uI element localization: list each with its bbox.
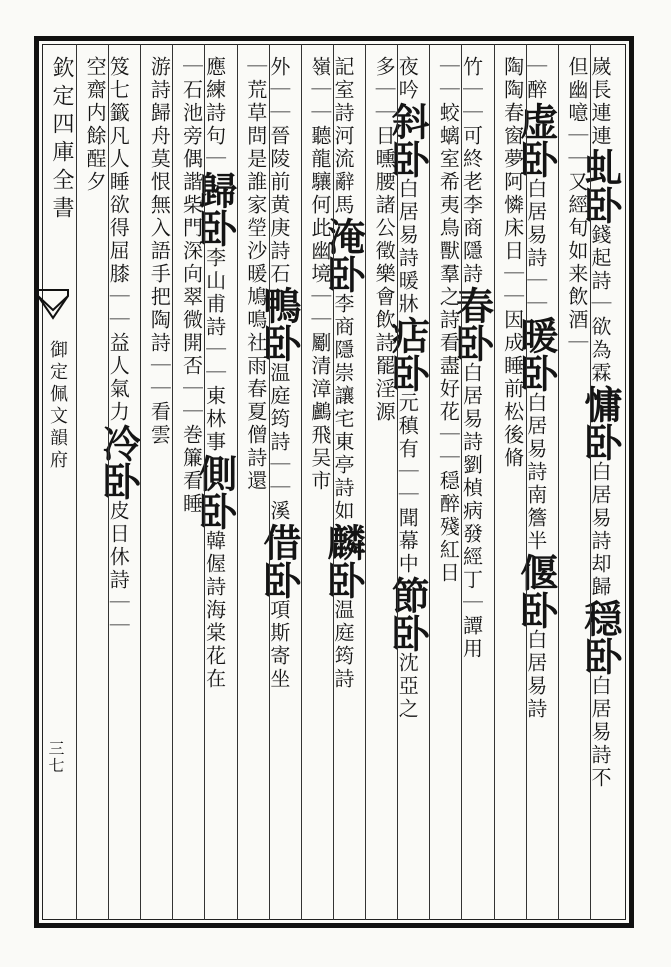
headword: 痁卧 — [385, 316, 431, 392]
text-segment: 但幽噫 — [564, 56, 589, 125]
text-column — [369, 56, 395, 906]
text-segment: 白居易詩劉楨病發經丁｜譚用 — [459, 362, 484, 661]
text-column — [562, 56, 588, 906]
text-segment: 元稹有｜｜聞幕中 — [395, 392, 420, 576]
column-rule — [590, 44, 591, 920]
text-column — [321, 56, 367, 906]
section-title: 御定佩文韻府 — [47, 340, 68, 472]
text-segment: 鸕飛吴市 — [307, 401, 332, 493]
text-segment: 白居易詩南簷半 — [523, 392, 548, 553]
text-column — [577, 56, 623, 906]
headword: 虬卧 — [577, 148, 623, 224]
text-column — [192, 56, 238, 906]
column-rule — [494, 44, 495, 920]
text-column — [433, 56, 459, 906]
headword: 虚卧 — [513, 102, 559, 178]
text-segment: 白居易詩 — [523, 629, 548, 721]
text-segment: 游詩歸舟莫恨無入語手把陶詩｜｜看雲 — [147, 56, 172, 447]
text-segment: 何此幽境｜｜劚清漳 — [307, 194, 332, 401]
column-rule — [365, 44, 366, 920]
column-rule — [76, 44, 77, 920]
text-segment: 白居易詩｜｜ — [523, 178, 548, 316]
text-segment: 嶺｜｜聽龍驤 — [307, 56, 332, 194]
text-segment: ｜醉 — [523, 56, 548, 102]
text-segment: ｜荒草問是誰家塋 — [243, 56, 268, 240]
column-rule — [558, 44, 559, 920]
headword: 偃卧 — [513, 553, 559, 629]
text-segment: 之詩看盡好花｜｜穏醉殘紅日 — [436, 286, 461, 585]
column-rule — [301, 44, 302, 920]
text-segment: 竹｜｜可終老李商隱詩 — [459, 56, 484, 286]
text-column — [449, 56, 495, 906]
text-column — [80, 56, 106, 906]
text-segment: 應練詩句｜ — [202, 56, 227, 171]
text-segment: 空齋内餘酲夕 — [83, 56, 108, 194]
column-rule — [172, 44, 173, 920]
text-segment: 外｜｜晉陵前黄庚詩石 — [266, 56, 291, 286]
fishtail-divider-icon — [36, 288, 70, 328]
headword: 慵卧 — [577, 385, 623, 461]
text-segment: 沈亞之 — [395, 652, 420, 721]
column-rule — [204, 44, 205, 920]
text-segment: 項斯寄坐 — [266, 599, 291, 691]
headword: 冷卧 — [96, 424, 142, 500]
text-column — [96, 56, 142, 906]
text-segment: 温庭筠詩 — [331, 599, 356, 691]
text-segment: 否｜｜巻簾看睡 — [179, 355, 204, 516]
page-number: 三七 — [46, 740, 65, 774]
text-column — [385, 56, 431, 906]
text-segment: 春窗夢阿憐 — [500, 102, 525, 217]
text-segment: ｜石池旁 — [179, 56, 204, 148]
text-segment: 錢起詩｜欲為霖 — [587, 224, 612, 385]
text-segment: 如来飲酒｜ — [564, 240, 589, 355]
headword: 借卧 — [256, 523, 302, 599]
text-segment: 夜吟 — [395, 56, 420, 102]
column-rule — [429, 44, 430, 920]
headword: 節卧 — [385, 576, 431, 652]
text-segment: 白居易詩暖牀 — [395, 178, 420, 316]
text-segment: ｜｜日曛腰 — [372, 79, 397, 194]
text-column — [176, 56, 202, 906]
text-column — [256, 56, 302, 906]
text-segment: 李山甫詩｜｜東林事 — [202, 247, 227, 454]
column-rule — [397, 44, 398, 920]
headword: 淹卧 — [321, 217, 367, 293]
text-segment: 嵗長連連 — [587, 56, 612, 148]
text-column — [513, 56, 559, 906]
headword: 側卧 — [192, 454, 238, 530]
text-segment: 韓偓詩海棠花在 — [202, 530, 227, 691]
text-column — [305, 56, 331, 906]
column-rule — [269, 44, 270, 920]
text-segment: 笈七籤凡人睡欲得屈膝｜｜益人氣力 — [106, 56, 131, 424]
text-segment: 夏僧詩還 — [243, 401, 268, 493]
headword: 麟卧 — [321, 523, 367, 599]
headword: 穏卧 — [577, 599, 623, 675]
column-rule — [333, 44, 334, 920]
text-segment: 李商隱崇讓宅東亭詩如 — [331, 293, 356, 523]
text-segment: 床日｜｜因成睡 — [500, 217, 525, 378]
text-column — [498, 56, 524, 906]
text-segment: 前松後脩 — [500, 378, 525, 470]
headword: 鴨卧 — [256, 286, 302, 362]
text-column — [144, 56, 170, 906]
headword: 春卧 — [449, 286, 495, 362]
column-rule — [237, 44, 238, 920]
column-rule — [140, 44, 141, 920]
column-rule — [461, 44, 462, 920]
text-segment: 温庭筠詩｜｜溪 — [266, 362, 291, 523]
text-segment: ｜｜蛟螭室希夷鳥獸羣 — [436, 56, 461, 286]
column-rule — [526, 44, 527, 920]
headword: 暖卧 — [513, 316, 559, 392]
headword: 歸卧 — [192, 171, 238, 247]
text-column — [241, 56, 267, 906]
headword: 斜卧 — [385, 102, 431, 178]
text-segment: 多 — [372, 56, 397, 79]
text-segment: 皮日休詩｜｜ — [106, 500, 131, 638]
column-rule — [108, 44, 109, 920]
text-segment: ｜｜又經旬 — [564, 125, 589, 240]
text-segment: 記室詩河流辭馬 — [331, 56, 356, 217]
text-segment: 罷淫源 — [372, 355, 397, 424]
text-segment: 白居易詩不 — [587, 675, 612, 790]
text-segment: 沙暖鳩鳴社雨春 — [243, 240, 268, 401]
book-title: 欽定四庫全書 — [49, 56, 74, 224]
text-segment: 陶陶 — [500, 56, 525, 102]
text-segment: 偶諧柴門深向翠微開 — [179, 148, 204, 355]
text-segment: 諸公徵樂會飲詩 — [372, 194, 397, 355]
text-segment: 白居易詩却歸 — [587, 461, 612, 599]
